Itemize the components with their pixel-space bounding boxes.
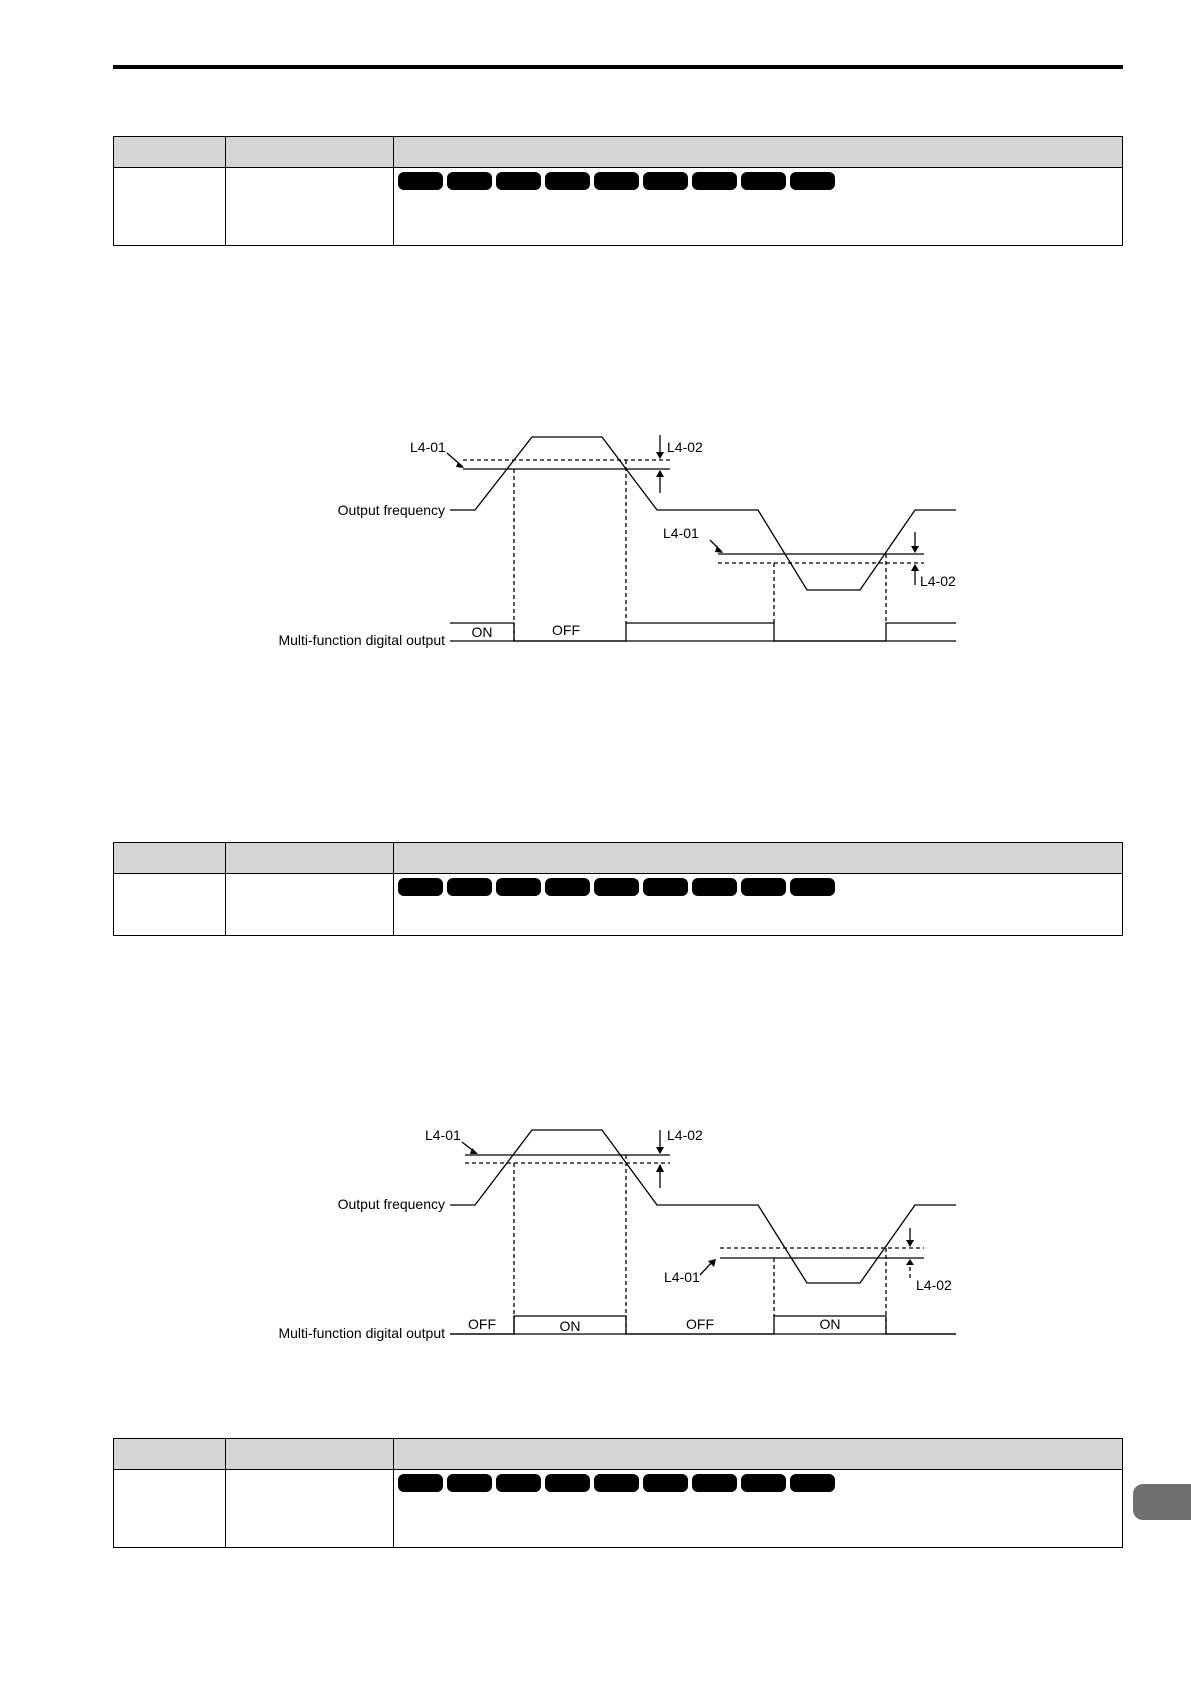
control-mode-badge xyxy=(545,172,590,190)
table-header-row xyxy=(114,843,1123,874)
table-row xyxy=(114,1470,1123,1548)
output-frequency-label: Output frequency xyxy=(337,1196,445,1212)
cell-name xyxy=(226,1470,394,1548)
header-cell-description xyxy=(394,137,1123,168)
table-row xyxy=(114,168,1123,246)
output-frequency-waveform xyxy=(450,437,956,590)
cell-description xyxy=(394,1470,1123,1548)
control-mode-badge xyxy=(594,172,639,190)
digital-output-waveform xyxy=(450,623,956,641)
timing-diagram-1 xyxy=(270,425,970,655)
l402-label: L4-02 xyxy=(667,1127,703,1143)
control-mode-badge xyxy=(741,878,786,896)
control-mode-badge xyxy=(741,1474,786,1492)
timing-diagram-2-svg xyxy=(270,1118,970,1348)
state-label: OFF xyxy=(686,1316,714,1332)
cell-no xyxy=(114,1470,226,1548)
digital-output-label: Multi-function digital output xyxy=(278,1325,445,1341)
page-top-rule xyxy=(113,65,1123,69)
state-label: OFF xyxy=(468,1316,496,1332)
cell-description xyxy=(394,874,1123,936)
control-mode-badges xyxy=(398,878,1118,896)
l401-label: L4-01 xyxy=(425,1127,461,1143)
cell-no xyxy=(114,874,226,936)
timing-diagram-2 xyxy=(270,1118,970,1348)
header-cell-no xyxy=(114,1439,226,1470)
control-mode-badge xyxy=(643,172,688,190)
control-mode-badge xyxy=(496,1474,541,1492)
header-cell-name xyxy=(226,843,394,874)
l402-lower-label: L4-02 xyxy=(916,1277,952,1293)
parameter-table-1 xyxy=(113,136,1123,246)
control-mode-badge xyxy=(447,172,492,190)
table-header-row xyxy=(114,1439,1123,1470)
header-cell-description xyxy=(394,843,1123,874)
control-mode-badge xyxy=(496,878,541,896)
table-row xyxy=(114,874,1123,936)
control-mode-badge xyxy=(398,172,443,190)
state-label: ON xyxy=(819,1316,841,1332)
control-mode-badge xyxy=(790,878,835,896)
control-mode-badge xyxy=(741,172,786,190)
control-mode-badge xyxy=(643,878,688,896)
control-mode-badge xyxy=(496,172,541,190)
control-mode-badge xyxy=(692,878,737,896)
state-label: OFF xyxy=(552,622,580,638)
output-frequency-waveform xyxy=(450,1130,956,1283)
cell-description xyxy=(394,168,1123,246)
l402-lower-label: L4-02 xyxy=(920,573,956,589)
control-mode-badge xyxy=(447,878,492,896)
control-mode-badge xyxy=(545,1474,590,1492)
control-mode-badge xyxy=(692,172,737,190)
l401-lower-label: L4-01 xyxy=(664,1269,700,1285)
control-mode-badge xyxy=(398,1474,443,1492)
control-mode-badge xyxy=(692,1474,737,1492)
control-mode-badge xyxy=(790,172,835,190)
parameter-table-3 xyxy=(113,1438,1123,1548)
digital-output-label: Multi-function digital output xyxy=(278,632,445,648)
table-header-row xyxy=(114,137,1123,168)
control-mode-badge xyxy=(790,1474,835,1492)
control-mode-badges xyxy=(398,172,1118,190)
control-mode-badge xyxy=(594,1474,639,1492)
cell-name xyxy=(226,874,394,936)
control-mode-badges xyxy=(398,1474,1118,1492)
header-cell-no xyxy=(114,843,226,874)
header-cell-name xyxy=(226,1439,394,1470)
timing-diagram-1-svg xyxy=(270,425,970,655)
parameter-table-2 xyxy=(113,842,1123,936)
state-label: ON xyxy=(471,624,493,640)
cell-no xyxy=(114,168,226,246)
cell-name xyxy=(226,168,394,246)
header-cell-name xyxy=(226,137,394,168)
l402-label: L4-02 xyxy=(667,439,703,455)
control-mode-badge xyxy=(594,878,639,896)
header-cell-description xyxy=(394,1439,1123,1470)
l401-lower-label: L4-01 xyxy=(663,525,699,541)
control-mode-badge xyxy=(398,878,443,896)
control-mode-badge xyxy=(643,1474,688,1492)
state-label: ON xyxy=(559,1318,581,1334)
control-mode-badge xyxy=(447,1474,492,1492)
output-frequency-label: Output frequency xyxy=(337,502,445,518)
header-cell-no xyxy=(114,137,226,168)
chapter-tab-marker xyxy=(1133,1484,1191,1520)
control-mode-badge xyxy=(545,878,590,896)
l401-label: L4-01 xyxy=(410,439,446,455)
